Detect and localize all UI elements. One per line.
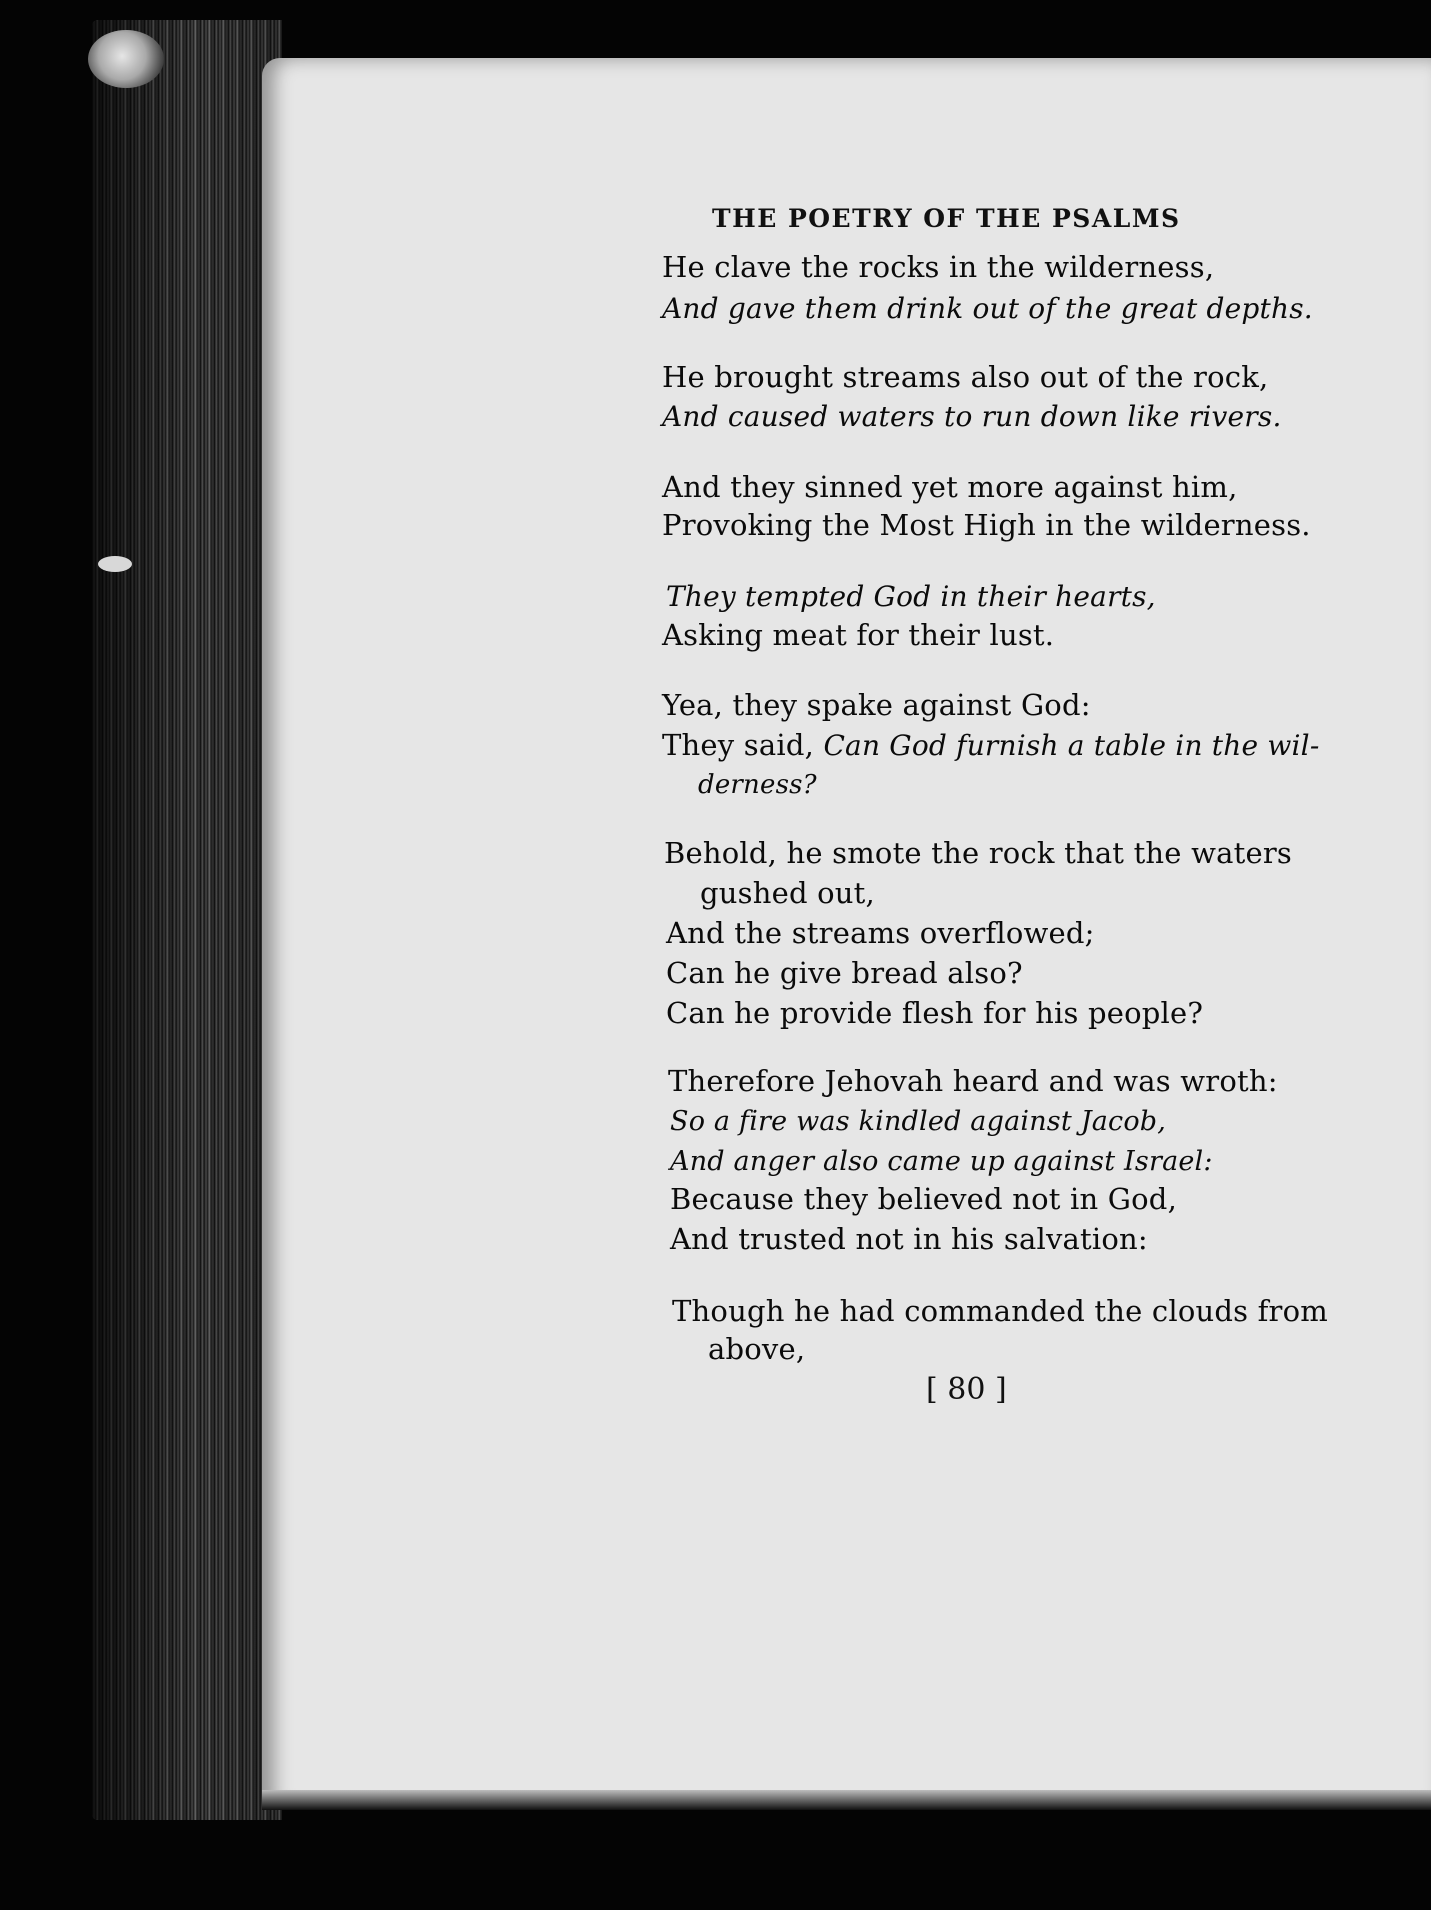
scan-artifact-thumb [88,30,164,88]
page-bottom-shadow [262,1790,1431,1810]
verse-line-mixed [662,728,1319,762]
verse-line-roman-part: They said, [662,728,815,762]
verse-line: Though he had commanded the clouds from [672,1294,1328,1328]
verse-line-italic: And gave them drink out of the great depths. [662,292,1313,325]
running-head: THE POETRY OF THE PSALMS [712,204,1181,233]
verse-line: Can he give bread also? [666,956,1023,990]
verse-line: Behold, he smote the rock that the waters [664,836,1292,870]
scan-artifact-speck [98,556,132,572]
verse-line-continuation: above, [708,1332,806,1366]
verse-line: He brought streams also out of the rock, [662,360,1269,394]
verse-line: Yea, they spake against God: [662,688,1091,722]
verse-line: And trusted not in his salvation: [670,1222,1148,1256]
book-edge-shading [92,20,282,1820]
verse-line-continuation: gushed out, [700,876,875,910]
verse-line: Can he provide flesh for his people? [666,996,1204,1030]
verse-line: And the streams overflowed; [666,916,1095,950]
verse-line-continuation: derness? [698,770,817,800]
verse-line-italic: They tempted God in their hearts, [666,580,1156,613]
verse-line-italic-part: Can God furnish a table in the wil- [823,729,1320,762]
verse-line: Provoking the Most High in the wilderness. [662,508,1311,542]
verse-line: And they sinned yet more against him, [662,470,1238,504]
verse-line-italic: And anger also came up against Israel: [670,1146,1213,1177]
verse-line: Asking meat for their lust. [662,618,1055,652]
verse-line-italic: So a fire was kindled against Jacob, [670,1106,1167,1137]
page-number: [ 80 ] [926,1372,1007,1407]
verse-line: He clave the rocks in the wilderness, [662,250,1215,284]
verse-line: Because they believed not in God, [670,1182,1177,1216]
verse-line: Therefore Jehovah heard and was wroth: [668,1064,1278,1098]
verse-line-italic: And caused waters to run down like rivers. [662,400,1282,433]
